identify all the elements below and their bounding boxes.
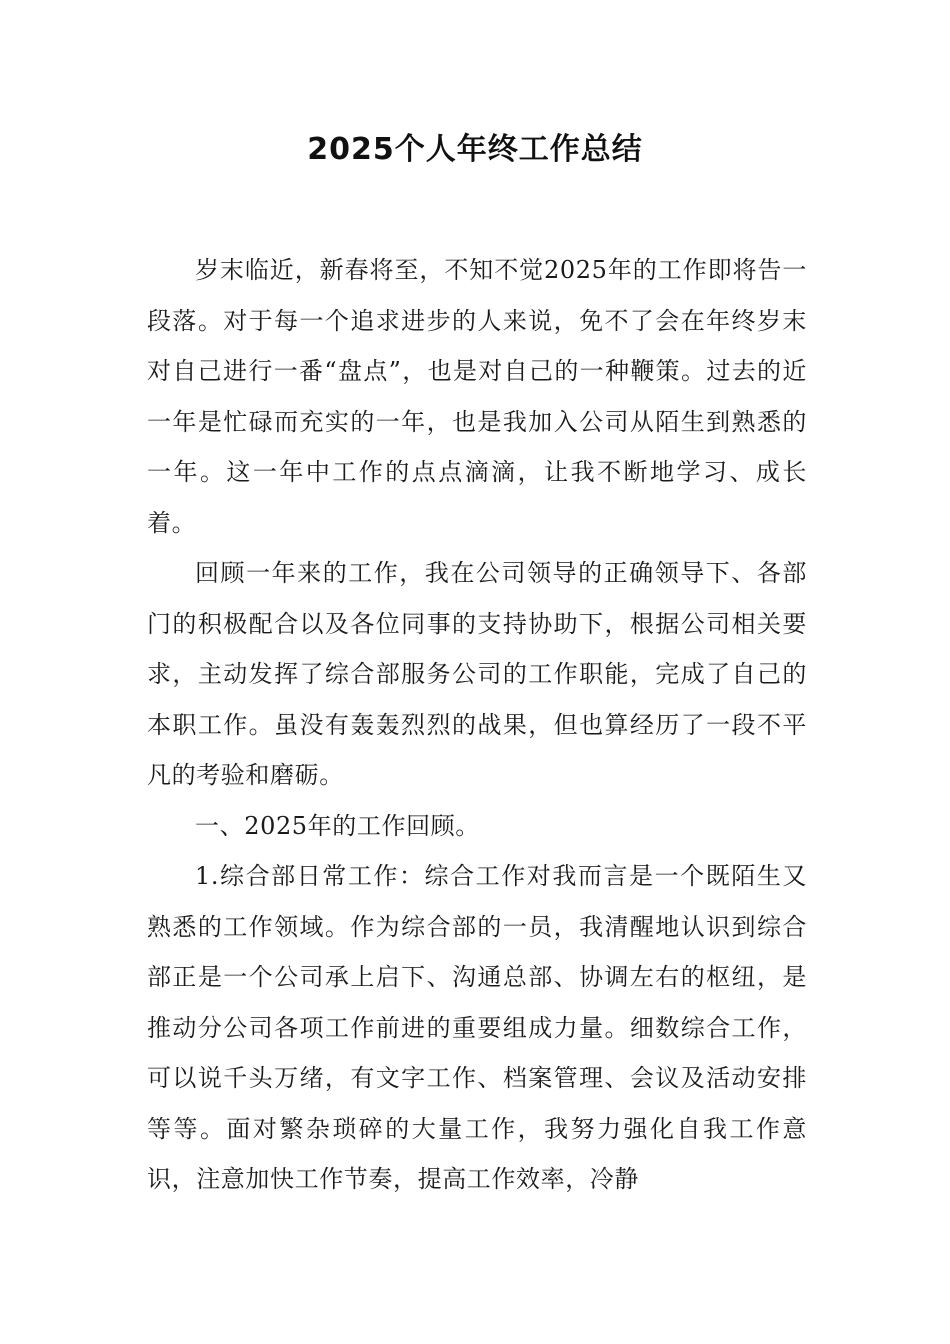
section-heading-1: 一、2025年的工作回顾。 <box>195 811 480 840</box>
paragraph-general-affairs: 1.综合部日常工作：综合工作对我而言是一个既陌生又熟悉的工作领域。作为综合部的一员，我清醒地认识到综合部正是一个公司承上启下、沟通总部、协调左右的枢纽，是推动分公司各项工作前进的重要组成力量。细数综合工作，可以说千头万绪，有文字工作、档案管理、会议及活动安排等等。面对繁杂琐碎的大量工作，我努力强化自我工作意识，注意加快工作节奏，提高工作效率，冷静 <box>147 862 807 1193</box>
paragraph-intro: 岁末临近，新春将至，不知不觉2025年的工作即将告一段落。对于每一个追求进步的人来说，免不了会在年终岁末对自己进行一番“盘点”，也是对自己的一种鞭策。过去的近一年是忙碌而充实的一年，也是我加入公司从陌生到熟悉的一年。这一年中工作的点点滴滴，让我不断地学习、成长着。 <box>147 256 807 537</box>
document-body <box>147 245 807 1205</box>
document-title: 2025个人年终工作总结 <box>307 132 643 167</box>
paragraph-review: 回顾一年来的工作，我在公司领导的正确领导下、各部门的积极配合以及各位同事的支持协助下，根据公司相关要求，主动发挥了综合部服务公司的工作职能，完成了自己的本职工作。虽没有轰轰烈烈的战果，但也算经历了一段不平凡的考验和磨砺。 <box>147 559 807 789</box>
